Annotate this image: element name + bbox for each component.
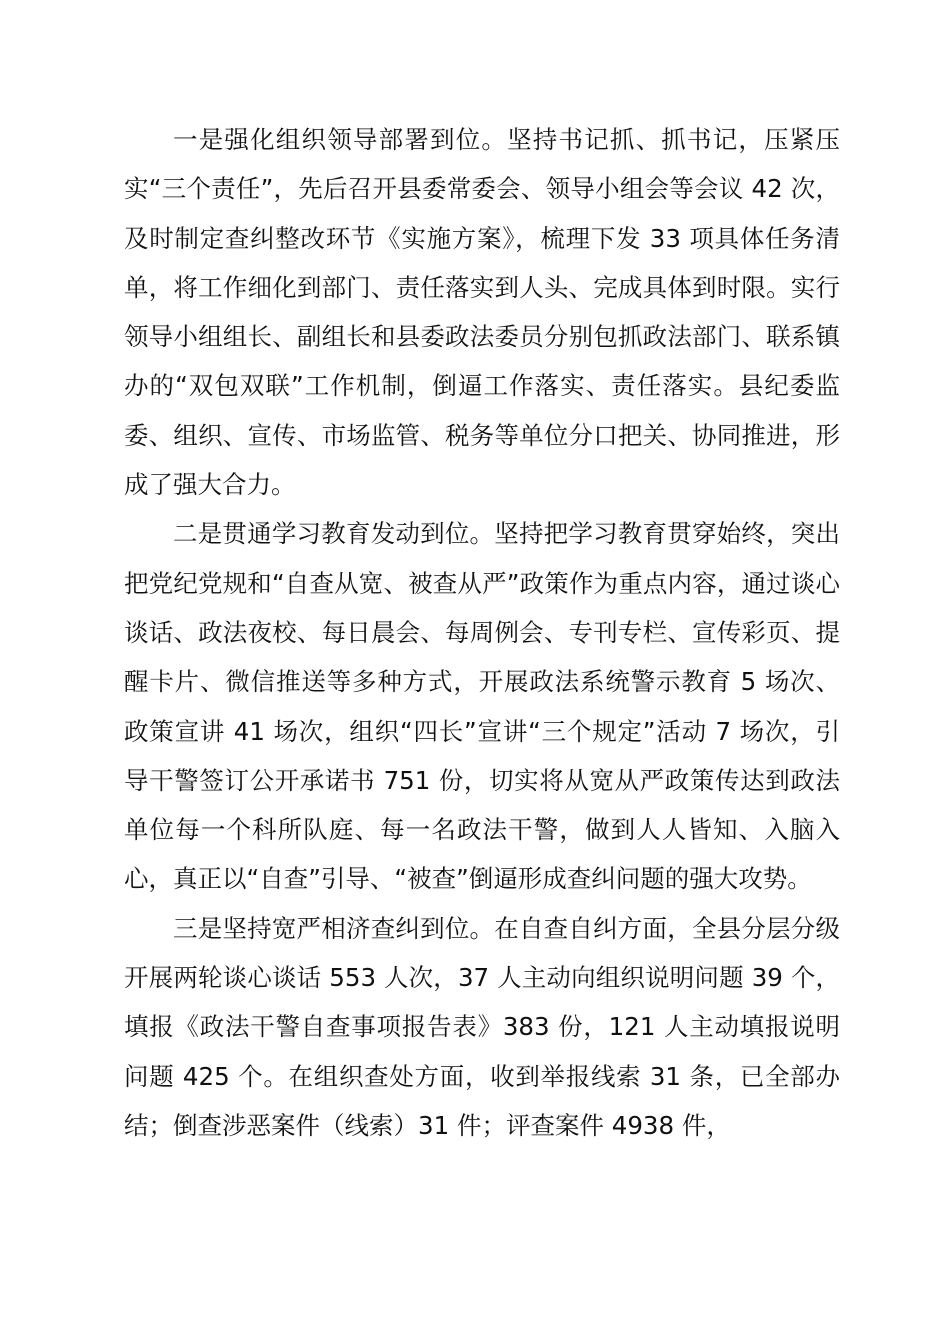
paragraph-investigation-correction: 三是坚持宽严相济查纠到位。在自查自纠方面，全县分层分级开展两轮谈心谈话 553 人次，37 人主动向组织说明问题 39 个，填报《政法干警自查事项报告表》383 份，121 人主动填报说明问题 425 个。在组织查处方面，收到举报线索 31 条，已全部办结；倒查涉恶案件（线索）31 件；评查案件 4938 件， — [124, 913, 840, 1140]
paragraph-study-education: 二是贯通学习教育发动到位。坚持把学习教育贯穿始终，突出把党纪党规和“自查从宽、被查从严”政策作为重点内容，通过谈心谈话、政法夜校、每日晨会、每周例会、专刊专栏、宣传彩页、提醒卡片、微信推送等多种方式，开展政法系统警示教育 5 场次、政策宣讲 41 场次，组织“四长”宣讲“三个规定”活动 7 场次，引导干警签订公开承诺书 751 份，切实将从宽从严政策传达到政法单位每一个科所队庭、每一名政法干警，做到人人皆知、入脑入心，真正以“自查”引导、“被查”倒逼形成查纠问题的强大攻势。 — [124, 519, 840, 894]
document-body — [124, 115, 840, 1150]
paragraph-organization-leadership: 一是强化组织领导部署到位。坚持书记抓、抓书记，压紧压实“三个责任”，先后召开县委常委会、领导小组会等会议 42 次，及时制定查纠整改环节《实施方案》，梳理下发 33 项具体任务清单，将工作细化到部门、责任落实到人头、完成具体到时限。实行领导小组组长、副组长和县委政法委员分别包抓政法部门、联系镇办的“双包双联”工作机制，倒逼工作落实、责任落实。县纪委监委、组织、宣传、市场监管、税务等单位分口把关、协同推进，形成了强大合力。 — [124, 125, 840, 500]
